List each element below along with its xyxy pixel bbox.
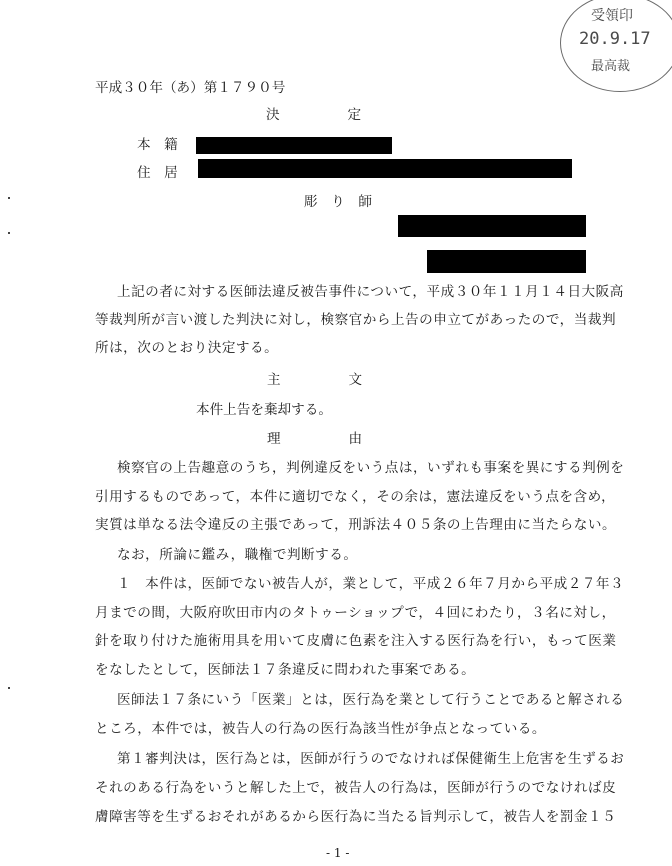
paragraph-line-3: 所は，次のとおり決定する。 xyxy=(95,340,279,356)
riyu-line-9: 医師法１７条にいう「医業」とは，医行為を業として行うことであると解される xyxy=(117,692,625,708)
redaction-name-1 xyxy=(398,215,586,237)
document-title: 決 定 xyxy=(266,107,362,123)
stamp-date-text: 20.9.17 xyxy=(579,29,651,49)
jukyo-label: 住 居 xyxy=(137,165,178,181)
riyu-line-12: それのある行為をいうと解した上で，被告人の行為は，医師が行うのでなければ皮 xyxy=(95,780,617,796)
margin-mark xyxy=(8,197,10,199)
riyu-line-3: 実質は単なる法令違反の主張であって，刑訴法４０５条の上告理由に当たらない。 xyxy=(95,517,617,533)
riyu-line-6: 月までの間，大阪府吹田市内のタトゥーショップで，４回にわたり，３名に対し， xyxy=(95,605,616,621)
riyu-line-5: １ 本件は，医師でない被告人が，業として，平成２６年７月から平成２７年３ xyxy=(117,576,625,592)
paragraph-line-2: 等裁判所が言い渡した判決に対し，検察官から上告の申立てがあったので，当裁判 xyxy=(95,312,617,328)
stamp-top-text: 受領印 xyxy=(591,8,633,24)
riyu-line-11: 第１審判決は，医行為とは，医師が行うのでなければ保健衛生上危害を生ずるお xyxy=(117,751,625,767)
riyu-line-10: ところ，本件では，被告人の行為の医行為該当性が争点となっている。 xyxy=(95,721,546,737)
riyu-line-7: 針を取り付けた施術用具を用いて皮膚に色素を注入する医行為を行い，もって医業 xyxy=(95,633,617,649)
honseki-label: 本 籍 xyxy=(137,137,178,153)
received-stamp xyxy=(560,0,672,92)
riyu-heading: 理 由 xyxy=(267,431,363,447)
shubun-text: 本件上告を棄却する。 xyxy=(196,402,332,418)
redaction-name-2 xyxy=(427,250,586,273)
stamp-bottom-text: 最高裁 xyxy=(591,59,631,74)
margin-mark xyxy=(8,687,10,689)
redaction-honseki xyxy=(196,137,392,154)
riyu-line-4: なお，所論に鑑み，職権で判断する。 xyxy=(117,547,358,563)
riyu-line-2: 引用するものであって，本件に適切でなく，その余は，憲法違反をいう点を含め， xyxy=(95,489,616,505)
occupation-label: 彫 り 師 xyxy=(304,194,372,210)
riyu-line-1: 検察官の上告趣意のうち，判例違反をいう点は，いずれも事案を異にする判例を xyxy=(117,460,625,476)
page-number: - 1 - xyxy=(326,846,350,860)
case-number: 平成３０年（あ）第１７９０号 xyxy=(95,80,286,96)
riyu-line-8: をなしたとして，医師法１７条違反に問われた事案である。 xyxy=(95,662,476,678)
shubun-heading: 主 文 xyxy=(267,372,363,388)
margin-mark xyxy=(8,232,10,234)
redaction-jukyo xyxy=(198,159,572,178)
paragraph-line-1: 上記の者に対する医師法違反被告事件について，平成３０年１１月１４日大阪高 xyxy=(117,284,624,300)
riyu-line-13: 膚障害等を生ずるおそれがあるから医行為に当たる旨判示して，被告人を罰金１５ xyxy=(95,809,617,825)
